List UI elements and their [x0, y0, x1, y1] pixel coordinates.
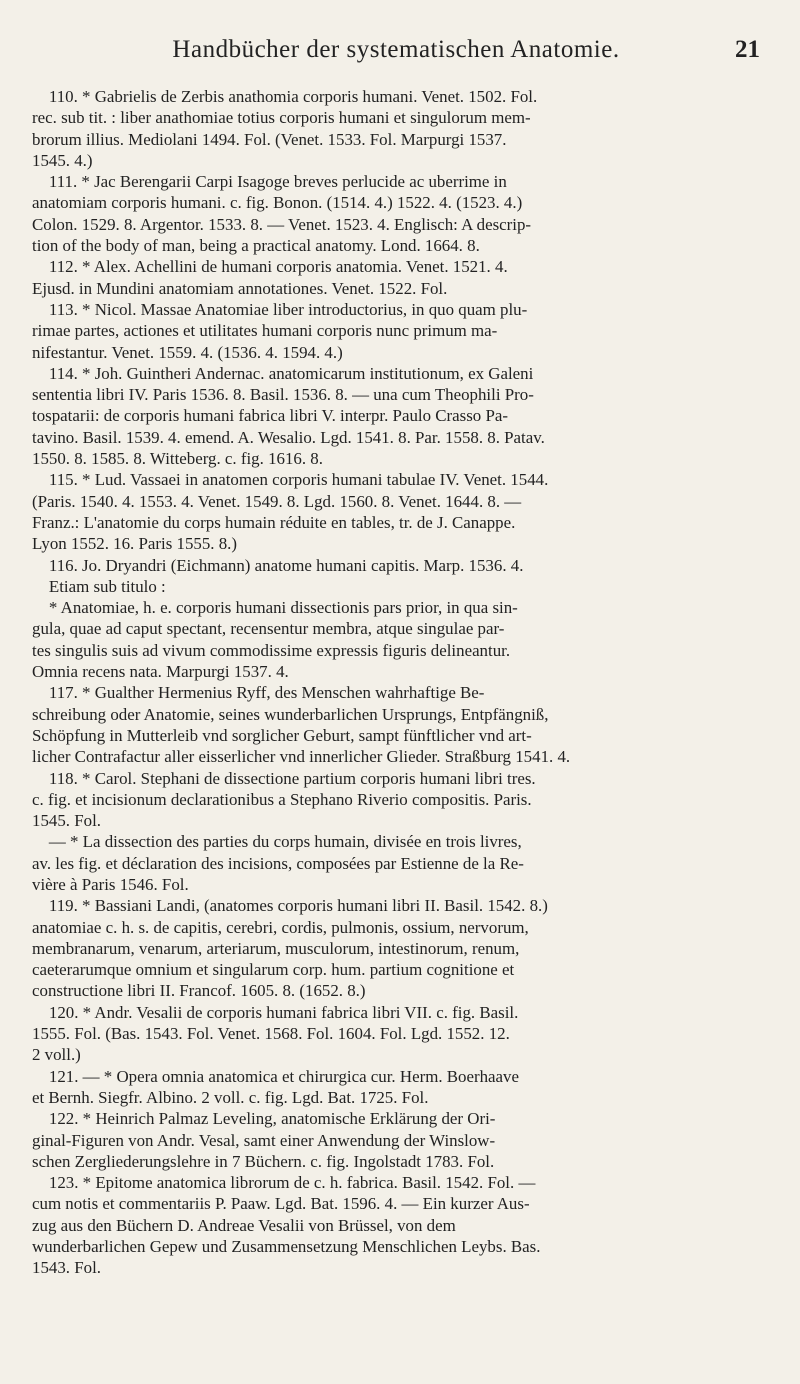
entry-line: zug aus den Büchern D. Andreae Vesalii von Brüssel, von dem [32, 1215, 456, 1235]
entry-line: * Anatomiae, h. e. corporis humani dissectionis pars prior, in qua sin- [32, 598, 518, 618]
entry-line: schen Zergliederungslehre in 7 Büchern. c. fig. Ingolstadt 1783. Fol. [32, 1151, 495, 1171]
entry-line: av. les fig. et déclaration des incisions, composées par Estienne de la Re- [32, 853, 524, 873]
entry-line: nifestantur. Venet. 1559. 4. (1536. 4. 1594. 4.) [32, 342, 343, 362]
entry-line: 114. * Joh. Guintheri Andernac. anatomicarum institutionum, ex Galeni [32, 363, 534, 383]
entry-line: tavino. Basil. 1539. 4. emend. A. Wesalio. Lgd. 1541. 8. Par. 1558. 8. Patav. [32, 427, 545, 447]
entry-line: rec. sub tit. : liber anathomiae totius corporis humani et singulorum mem- [32, 108, 531, 128]
bibliography-entry [32, 1172, 772, 1278]
entry-line: wunderbarlichen Gepew und Zusammensetzung Menschlichen Leybs. Bas. [32, 1237, 541, 1257]
entry-line: 116. Jo. Dryandri (Eichmann) anatome humani capitis. Marp. 1536. 4. [32, 555, 524, 575]
entry-line: gula, quae ad caput spectant, recensentur membra, atque singulae par- [32, 619, 505, 639]
entry-line: tospatarii: de corporis humani fabrica libri V. interpr. Paulo Crasso Pa- [32, 406, 508, 426]
entry-line: 122. * Heinrich Palmaz Leveling, anatomische Erklärung der Ori- [32, 1109, 496, 1129]
entry-line: membranarum, venarum, arteriarum, musculorum, intestinorum, renum, [32, 938, 520, 958]
entry-line: et Bernh. Siegfr. Albino. 2 voll. c. fig. Lgd. Bat. 1725. Fol. [32, 1087, 429, 1107]
bibliography-entry [32, 1002, 772, 1066]
entry-line: 1545. Fol. [32, 811, 101, 831]
entry-line: rimae partes, actiones et utilitates humani corporis nunc primum ma- [32, 321, 498, 341]
entry-line: Etiam sub titulo : [32, 576, 166, 596]
bibliography-entry [32, 1108, 772, 1172]
entry-line: Omnia recens nata. Marpurgi 1537. 4. [32, 662, 289, 682]
entry-line: 112. * Alex. Achellini de humani corporis anatomia. Venet. 1521. 4. [32, 257, 508, 277]
running-title: Handbücher der systematischen Anatomie. [172, 36, 620, 63]
entry-line: 123. * Epitome anatomica librorum de c. h. fabrica. Basil. 1542. Fol. — [32, 1173, 536, 1193]
bibliography-entry [32, 469, 772, 554]
entry-line: ginal-Figuren von Andr. Vesal, samt einer Anwendung der Winslow- [32, 1130, 496, 1150]
bibliography-entry [32, 768, 772, 832]
entry-line: 1543. Fol. [32, 1258, 101, 1278]
entry-line: licher Contrafactur aller eisserlicher vnd innerlicher Glieder. Straßburg 1541. 4. [32, 747, 571, 767]
entry-line: anatomiam corporis humani. c. fig. Bonon. (1514. 4.) 1522. 4. (1523. 4.) [32, 193, 523, 213]
entry-line: Colon. 1529. 8. Argentor. 1533. 8. — Venet. 1523. 4. Englisch: A descrip- [32, 214, 532, 234]
entry-line: (Paris. 1540. 4. 1553. 4. Venet. 1549. 8. Lgd. 1560. 8. Venet. 1644. 8. — [32, 491, 522, 511]
entry-line: Lyon 1552. 16. Paris 1555. 8.) [32, 534, 238, 554]
entry-line: Ejusd. in Mundini anatomiam annotationes. Venet. 1522. Fol. [32, 278, 448, 298]
entry-line: vière à Paris 1546. Fol. [32, 874, 189, 894]
entry-line: Franz.: L'anatomie du corps humain réduite en tables, tr. de J. Canappe. [32, 512, 516, 532]
entry-line: 1555. Fol. (Bas. 1543. Fol. Venet. 1568. Fol. 1604. Fol. Lgd. 1552. 12. [32, 1024, 510, 1044]
entry-line: tes singulis suis ad vivum commodissime expressis figuris delineantur. [32, 640, 511, 660]
entry-line: 1545. 4.) [32, 150, 93, 170]
entry-line: schreibung oder Anatomie, seines wunderbarlichen Ursprungs, Entpfängniß, [32, 704, 549, 724]
bibliography-entry [32, 682, 772, 767]
bibliography-entry [32, 363, 772, 469]
entry-line: anatomiae c. h. s. de capitis, cerebri, cordis, pulmonis, ossium, nervorum, [32, 917, 529, 937]
entry-line: 115. * Lud. Vassaei in anatomen corporis humani tabulae IV. Venet. 1544. [32, 470, 549, 490]
entry-line: 118. * Carol. Stephani de dissectione partium corporis humani libri tres. [32, 768, 536, 788]
bibliography-entry [32, 86, 772, 171]
bibliography-entry [32, 555, 772, 683]
entry-line: — * La dissection des parties du corps humain, divisée en trois livres, [32, 832, 522, 852]
entry-line: 120. * Andr. Vesalii de corporis humani fabrica libri VII. c. fig. Basil. [32, 1002, 519, 1022]
entry-line: caeterarumque omnium et singularum corp. hum. partium cognitione et [32, 960, 515, 980]
entry-line: 119. * Bassiani Landi, (anatomes corporis humani libri II. Basil. 1542. 8.) [32, 896, 548, 916]
page-number: 21 [735, 36, 760, 63]
entry-line: tion of the body of man, being a practical anatomy. Lond. 1664. 8. [32, 236, 480, 256]
bibliography-entry [32, 171, 772, 256]
bibliography-entries [32, 86, 772, 1279]
bibliography-entry [32, 1066, 772, 1109]
entry-line: brorum illius. Mediolani 1494. Fol. (Venet. 1533. Fol. Marpurgi 1537. [32, 129, 507, 149]
entry-line: c. fig. et incisionum declarationibus a Stephano Riverio compositis. Paris. [32, 789, 532, 809]
bibliography-entry [32, 256, 772, 299]
entry-line: 111. * Jac Berengarii Carpi Isagoge breves perlucide ac uberrime in [32, 172, 507, 192]
entry-line: Schöpfung in Mutterleib vnd sorglicher Geburt, sampt fünftlicher vnd art- [32, 725, 532, 745]
entry-line: 121. — * Opera omnia anatomica et chirurgica cur. Herm. Boerhaave [32, 1066, 519, 1086]
entry-line: 2 voll.) [32, 1045, 81, 1065]
bibliography-entry [32, 895, 772, 1001]
bibliography-entry [32, 831, 772, 895]
entry-line: 113. * Nicol. Massae Anatomiae liber introductorius, in quo quam plu- [32, 299, 528, 319]
entry-line: sententia libri IV. Paris 1536. 8. Basil. 1536. 8. — una cum Theophili Pro- [32, 385, 534, 405]
entry-line: 117. * Gualther Hermenius Ryff, des Menschen wahrhaftige Be- [32, 683, 485, 703]
bibliography-entry [32, 299, 772, 363]
running-header [32, 36, 760, 70]
entry-line: cum notis et commentariis P. Paaw. Lgd. Bat. 1596. 4. — Ein kurzer Aus- [32, 1194, 530, 1214]
entry-line: constructione libri II. Francof. 1605. 8. (1652. 8.) [32, 981, 366, 1001]
entry-line: 110. * Gabrielis de Zerbis anathomia corporis humani. Venet. 1502. Fol. [32, 87, 538, 106]
entry-line: 1550. 8. 1585. 8. Witteberg. c. fig. 1616. 8. [32, 449, 323, 469]
